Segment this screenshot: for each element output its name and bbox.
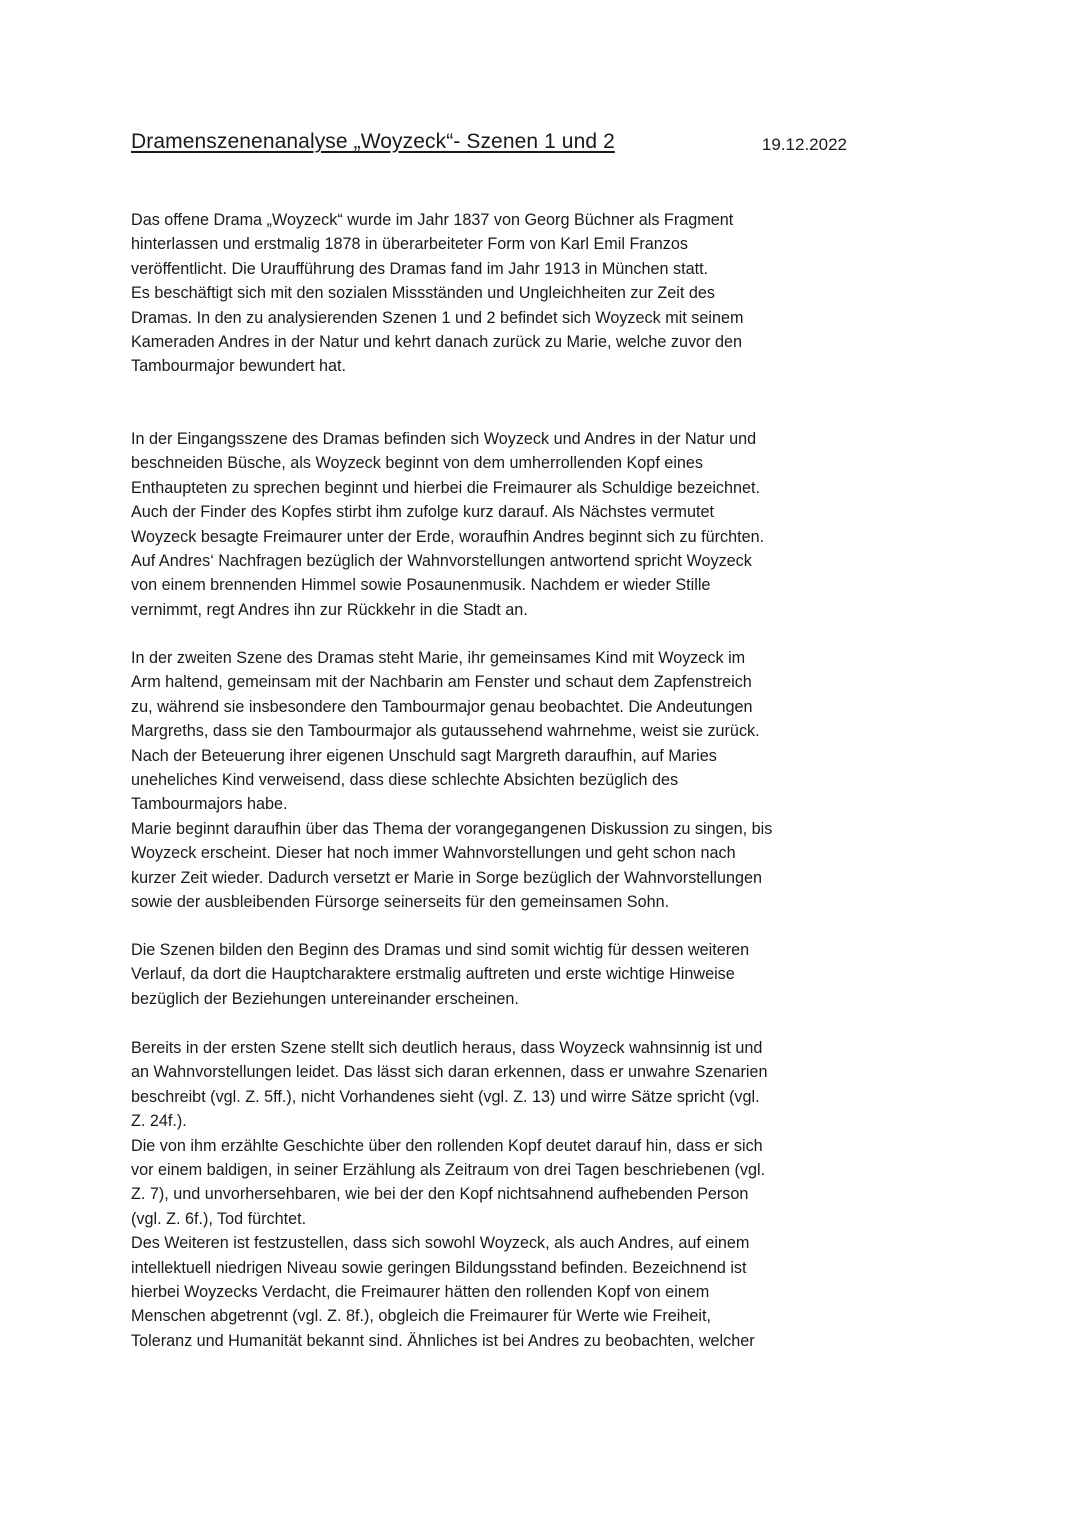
paragraph-scene-1-summary xyxy=(131,427,847,622)
text-line: beschreibt (vgl. Z. 5ff.), nicht Vorhandenes sieht (vgl. Z. 13) und wirre Sätze spricht (vgl. xyxy=(131,1087,760,1106)
text-line: hinterlassen und erstmalig 1878 in überarbeiteter Form von Karl Emil Franzos xyxy=(131,235,688,254)
text-line: Tambourmajor bewundert hat. xyxy=(131,357,347,376)
text-line: Toleranz und Humanität bekannt sind. Ähnliches ist bei Andres zu beobachten, welcher xyxy=(131,1331,755,1350)
text-line: von einem brennenden Himmel sowie Posaunenmusik. Nachdem er wieder Stille xyxy=(131,576,711,595)
text-line: Arm haltend, gemeinsam mit der Nachbarin am Fenster und schaut dem Zapfenstreich xyxy=(131,673,752,692)
text-line: sowie der ausbleibenden Fürsorge seinerseits für den gemeinsamen Sohn. xyxy=(131,893,670,912)
paragraph-scene-2-summary xyxy=(131,646,847,914)
paragraph-analysis xyxy=(131,1036,847,1353)
text-line: Kameraden Andres in der Natur und kehrt danach zurück zu Marie, welche zuvor den xyxy=(131,333,742,352)
text-line: Die von ihm erzählte Geschichte über den rollenden Kopf deutet darauf hin, dass er sich xyxy=(131,1136,763,1155)
document-title: Dramenszenenanalyse „Woyzeck“- Szenen 1 und 2 xyxy=(131,130,615,153)
text-line: kurzer Zeit wieder. Dadurch versetzt er Marie in Sorge bezüglich der Wahnvorstellungen xyxy=(131,868,763,887)
text-line: Die Szenen bilden den Beginn des Dramas und sind somit wichtig für dessen weiteren xyxy=(131,941,750,959)
text-line: zu, während sie insbesondere den Tambourmajor genau beobachtet. Die Andeutungen xyxy=(131,697,753,716)
text-line: vor einem baldigen, in seiner Erzählung als Zeitraum von drei Tagen beschriebenen (vgl. xyxy=(131,1161,766,1180)
text-line: vernimmt, regt Andres ihn zur Rückkehr in die Stadt an. xyxy=(131,600,528,619)
text-line: Margreths, dass sie den Tambourmajor als gutaussehend wahrnehme, weist sie zurück. xyxy=(131,722,760,741)
document-header xyxy=(131,130,847,162)
text-line: Woyzeck erscheint. Dieser hat noch immer Wahnvorstellungen und geht schon nach xyxy=(131,844,736,863)
document-page xyxy=(131,0,847,1527)
text-line: Menschen abgetrennt (vgl. Z. 8f.), obgleich die Freimaurer für Werte wie Freiheit, xyxy=(131,1307,711,1326)
text-line: Auf Andres‘ Nachfragen bezüglich der Wahnvorstellungen antwortend spricht Woyzeck xyxy=(131,552,752,571)
text-line: intellektuell niedrigen Niveau sowie geringen Bildungsstand befinden. Bezeichnend ist xyxy=(131,1258,747,1277)
text-line: uneheliches Kind verweisend, dass diese schlechte Absichten bezüglich des xyxy=(131,771,679,790)
text-line: hierbei Woyzecks Verdacht, die Freimaurer hätten den rollenden Kopf von einem xyxy=(131,1283,710,1302)
paragraph-intro xyxy=(131,208,847,379)
text-line: bezüglich der Beziehungen untereinander erscheinen. xyxy=(131,989,519,1008)
text-line: Tambourmajors habe. xyxy=(131,795,288,814)
text-line: Des Weiteren ist festzustellen, dass sich sowohl Woyzeck, als auch Andres, auf einem xyxy=(131,1234,750,1253)
document-date: 19.12.2022 xyxy=(761,135,847,154)
text-line: an Wahnvorstellungen leidet. Das lässt sich daran erkennen, dass er unwahre Szenarien xyxy=(131,1063,768,1082)
text-line: In der zweiten Szene des Dramas steht Marie, ihr gemeinsames Kind mit Woyzeck im xyxy=(131,649,746,667)
text-line: Z. 7), und unvorhersehbaren, wie bei der den Kopf nichtsahnend aufhebenden Person xyxy=(131,1185,749,1204)
text-line: In der Eingangsszene des Dramas befinden sich Woyzeck und Andres in der Natur und xyxy=(131,430,757,448)
text-line: Auch der Finder des Kopfes stirbt ihm zufolge kurz darauf. Als Nächstes vermutet xyxy=(131,503,715,522)
text-line: Enthaupteten zu sprechen beginnt und hierbei die Freimaurer als Schuldige bezeichnet. xyxy=(131,478,761,497)
text-line: Es beschäftigt sich mit den sozialen Missständen und Ungleichheiten zur Zeit des xyxy=(131,284,715,303)
paragraph-scene-significance xyxy=(131,938,847,1011)
text-line: beschneiden Büsche, als Woyzeck beginnt von dem umherrollenden Kopf eines xyxy=(131,454,704,473)
text-line: Bereits in der ersten Szene stellt sich deutlich heraus, dass Woyzeck wahnsinnig ist und xyxy=(131,1039,763,1057)
text-line: veröffentlicht. Die Uraufführung des Dramas fand im Jahr 1913 in München statt. xyxy=(131,259,709,278)
text-line: Woyzeck besagte Freimaurer unter der Erde, woraufhin Andres beginnt sich zu fürchten. xyxy=(131,527,765,546)
text-line: Nach der Beteuerung ihrer eigenen Unschuld sagt Margreth daraufhin, auf Maries xyxy=(131,746,717,765)
text-line: (vgl. Z. 6f.), Tod fürchtet. xyxy=(131,1209,307,1228)
text-line: Verlauf, da dort die Hauptcharaktere erstmalig auftreten und erste wichtige Hinweise xyxy=(131,965,735,984)
text-line: Dramas. In den zu analysierenden Szenen 1 und 2 befindet sich Woyzeck mit seinem xyxy=(131,308,744,327)
text-line: Marie beginnt daraufhin über das Thema der vorangegangenen Diskussion zu singen, bis xyxy=(131,819,773,838)
text-line: Z. 24f.). xyxy=(131,1112,187,1131)
text-line: Das offene Drama „Woyzeck“ wurde im Jahr 1837 von Georg Büchner als Fragment xyxy=(131,211,734,229)
